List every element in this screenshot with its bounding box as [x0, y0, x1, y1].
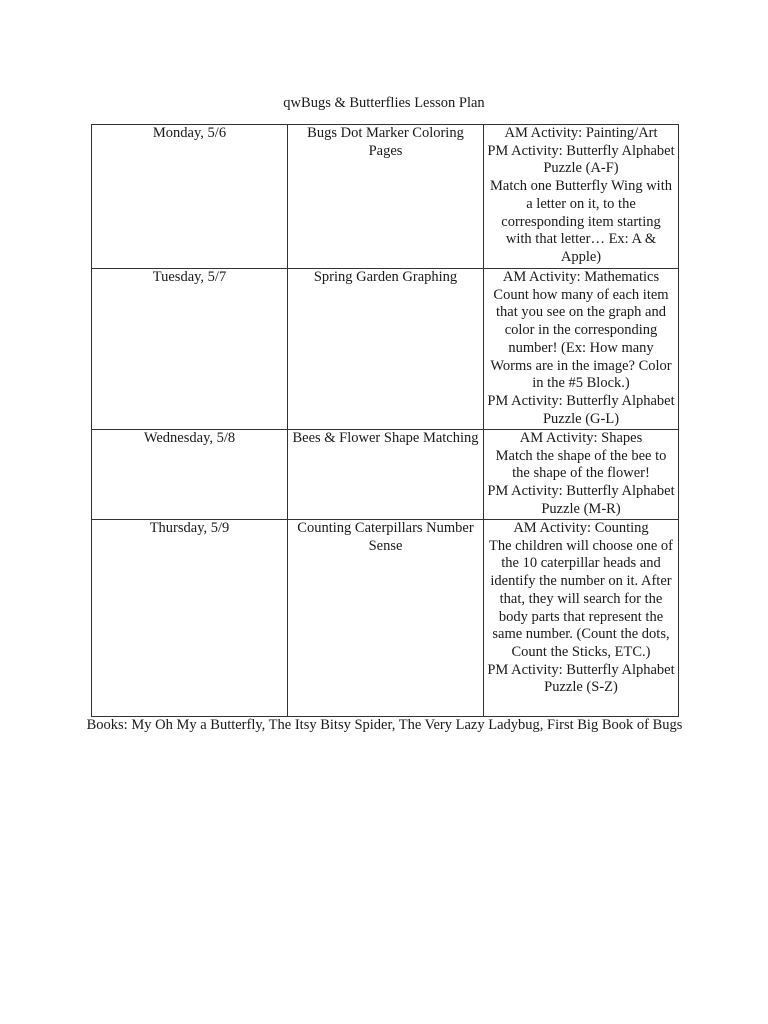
activity-detail-line: Match the shape of the bee to the shape of the flower!	[495, 447, 667, 482]
activity-detail-line: AM Activity: Mathematics	[502, 269, 660, 285]
day-cell: Thursday, 5/9	[92, 520, 288, 717]
activity-detail-line: Count how many of each item that you see on the graph and color in the corresponding number! (Ex: How many Worms are in the image? Color in the #5 Block.)	[490, 286, 672, 392]
activity-name-cell: Bugs Dot Marker Coloring Pages	[288, 125, 484, 269]
table-row	[92, 430, 679, 520]
activity-detail-line: AM Activity: Painting/Art	[504, 125, 658, 141]
activity-details-cell	[484, 520, 679, 717]
activity-detail-line: PM Activity: Butterfly Alphabet Puzzle (A-F)	[487, 142, 675, 177]
activity-details-cell	[484, 430, 679, 520]
day-cell: Tuesday, 5/7	[92, 269, 288, 430]
table-row	[92, 125, 679, 269]
table-row	[92, 269, 679, 430]
activity-detail-line: AM Activity: Counting	[513, 520, 649, 536]
activity-name-cell: Bees & Flower Shape Matching	[288, 430, 484, 520]
activity-detail-line: PM Activity: Butterfly Alphabet Puzzle (S-Z)	[487, 661, 675, 696]
activity-detail-line: The children will choose one of the 10 caterpillar heads and identify the number on it. After that, they will search for the body parts that represent the same number. (Count the dots, Count the Sticks, ETC.)	[488, 537, 673, 660]
activity-detail-line: PM Activity: Butterfly Alphabet Puzzle (G-L)	[487, 392, 675, 427]
activity-name-cell: Counting Caterpillars Number Sense	[288, 520, 484, 717]
activity-detail-line: AM Activity: Shapes	[519, 430, 643, 446]
activity-detail-line: Match one Butterfly Wing with a letter on it, to the corresponding item starting with that letter… Ex: A & Apple)	[490, 178, 672, 265]
activity-details-cell	[484, 125, 679, 269]
activity-details-cell	[484, 269, 679, 430]
day-cell: Monday, 5/6	[92, 125, 288, 269]
page-title: qwBugs & Butterflies Lesson Plan	[283, 95, 485, 111]
books-list: Books: My Oh My a Butterfly, The Itsy Bitsy Spider, The Very Lazy Ladybug, First Big Book of Bugs	[86, 717, 683, 733]
day-cell: Wednesday, 5/8	[92, 430, 288, 520]
activity-detail-line: PM Activity: Butterfly Alphabet Puzzle (M-R)	[487, 483, 675, 517]
lesson-plan-table	[91, 124, 679, 717]
table-row	[92, 520, 679, 717]
activity-name-cell: Spring Garden Graphing	[288, 269, 484, 430]
